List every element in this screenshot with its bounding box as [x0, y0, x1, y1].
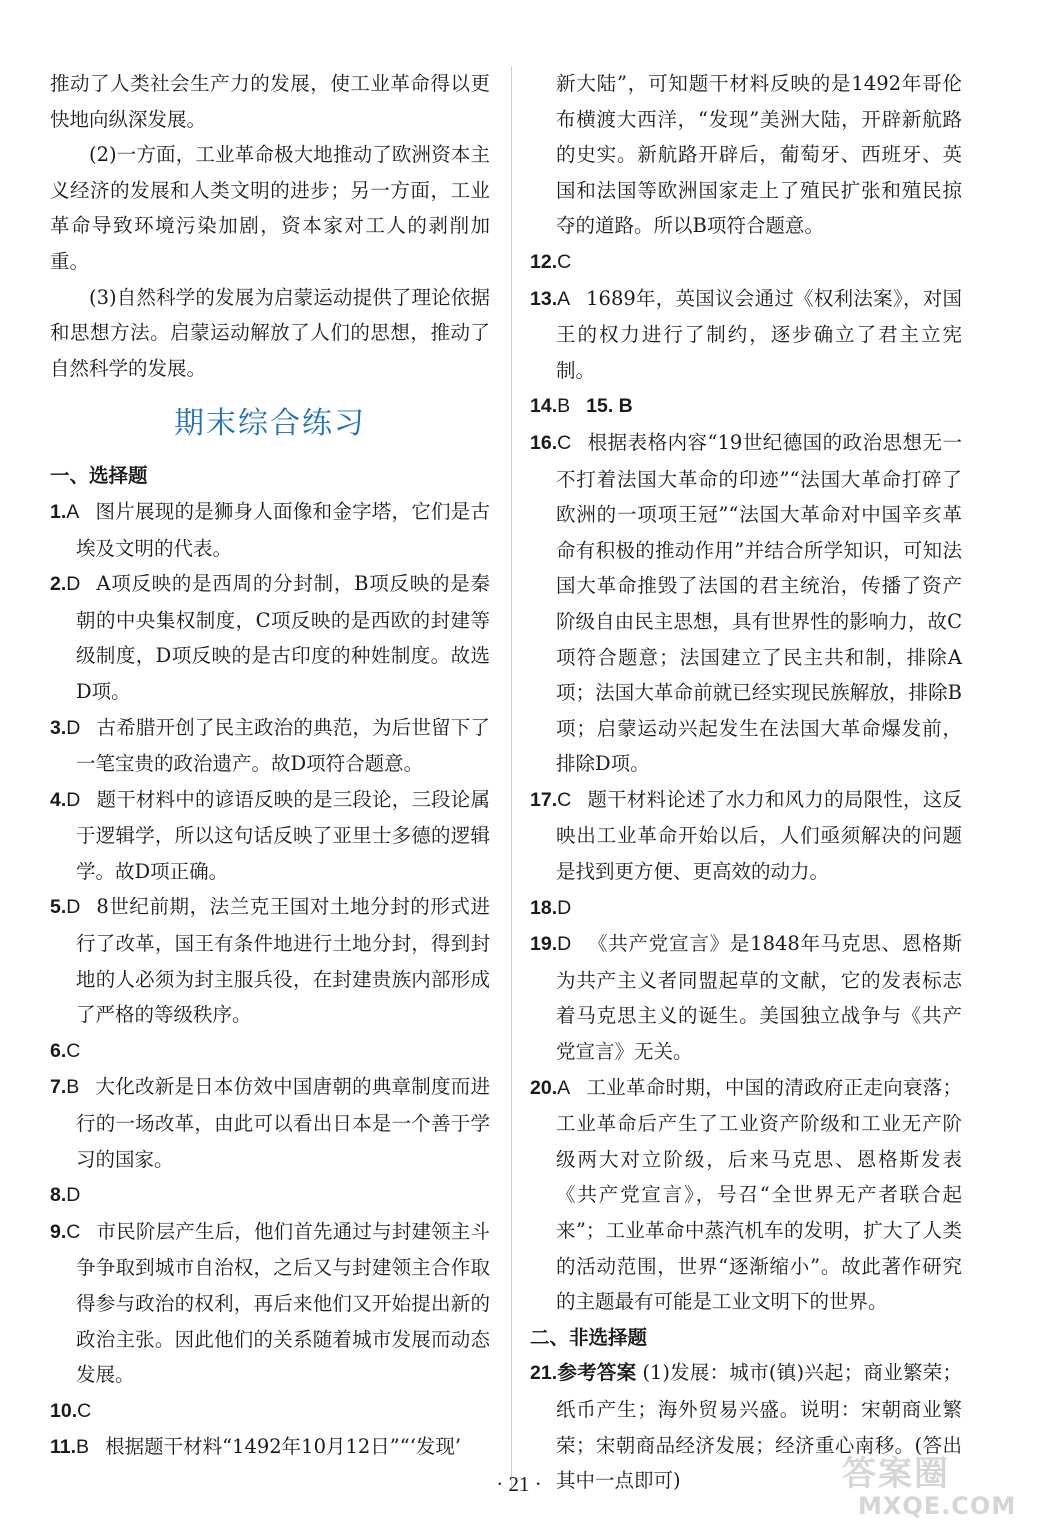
answer-item: 14.B 15. B [530, 395, 633, 418]
answer-item: 17.C 题干材料论述了水力和风力的局限性，这反映出工业革命开始以后，人们亟须解决的问题是找到更方便、更高效的动力。 [530, 787, 962, 884]
answer-item-21: 21.参考答案 (1)发展：城市(镇)兴起；商业繁荣；纸币产生；海外贸易兴盛。说明：宋朝商业繁荣；宋朝商品经济发展；经济重心南移。(答出其中一点即可) [530, 1361, 962, 1493]
continuation-text: 推动了人类社会生产力的发展，使工业革命得以更快地向纵深发展。 [50, 72, 490, 131]
answer-item: 5.D 8世纪前期，法兰克王国对土地分封的形式进行了改革，国王有条件地进行土地分封，得到封地的人必须为封主服兵役，在封建贵族内部形成了严格的等级秩序。 [50, 895, 490, 1027]
answer-item: 13.A 1689年，英国议会通过《权利法案》，对国王的权力进行了制约，逐步确立了君主立宪制。 [530, 286, 962, 382]
paragraph-3: (3)自然科学的发展为启蒙运动提供了理论依据和思想方法。启蒙运动解放了人们的思想，推动了自然科学的发展。 [50, 285, 490, 380]
paragraph-2: (2)一方面，工业革命极大地推动了欧洲资本主义经济的发展和人类文明的进步；另一方面，工业革命导致环境污染加剧，资本家对工人的剥削加重。 [50, 143, 490, 273]
section-title: 期末综合练习 [174, 406, 366, 442]
answer-item: 8.D [50, 1184, 81, 1207]
answer-item: 2.D A项反映的是西周的分封制，B项反映的是秦朝的中央集权制度，C项反映的是西欧的封建等级制度，D项反映的是古印度的种姓制度。故选D项。 [50, 572, 490, 703]
answer-item: 20.A 工业革命时期，中国的清政府正走向衰落；工业革命后产生了工业资产阶级和工业无产阶级两大对立阶级，后来马克思、恩格斯发表《共产党宣言》，号召“全世界无产者联合起来”；工业革命中蒸汽机车的发明，扩大了人类的活动范围，世界“逐渐缩小”。故此著作研究的主题最有可能是工业文明下的世界。 [530, 1075, 962, 1314]
column-divider [511, 66, 512, 1486]
part-heading-nonchoice: 二、非选择题 [530, 1325, 648, 1349]
part-heading-choice: 一、选择题 [50, 464, 148, 488]
answer-item: 7.B 大化改新是日本仿效中国唐朝的典章制度而进行的一场改革，由此可以看出日本是一个善于学习的国家。 [50, 1075, 490, 1171]
left-column [50, 66, 490, 1466]
answer-item: 12.C [530, 250, 572, 273]
answer-item: 4.D 题干材料中的谚语反映的是三段论，三段论属于逻辑学，所以这句话反映了亚里士多德的逻辑学。故D项正确。 [50, 787, 490, 883]
answer-list-right [530, 244, 962, 1320]
answer-item: 18.D [530, 896, 572, 919]
answer-item: 3.D 古希腊开创了民主政治的典范，为后世留下了一笔宝贵的政治遗产。故D项符合题意。 [50, 715, 490, 776]
answer-item: 6.C [50, 1039, 81, 1062]
continuation-text: 新大陆”，可知题干材料反映的是1492年哥伦布横渡大西洋，“发现”美洲大陆，开辟新航路的史实。新航路开辟后，葡萄牙、西班牙、英国和法国等欧洲国家走上了殖民扩张和殖民掠夺的道路。所以B项符合题意。 [556, 72, 962, 238]
answer-item: 1.A 图片展现的是狮身人面像和金字塔，它们是古埃及文明的代表。 [50, 499, 490, 560]
answer-list-left [50, 494, 490, 1466]
answer-item: 19.D 《共产党宣言》是1848年马克思、恩格斯为共产主义者同盟起草的文献，它的发表标志着马克思主义的诞生。美国独立战争与《共产党宣言》无关。 [530, 932, 962, 1064]
page-number: · 21 · [496, 1472, 542, 1496]
watermark-logo: 答案圈 MXQE.COM [842, 1454, 1017, 1520]
answer-item: 16.C 根据表格内容“19世纪德国的政治思想无一不打着法国大革命的印迹”“法国大革命打碎了欧洲的一项项王冠”“法国大革命对中国辛亥革命有积极的推动作用”并结合所学知识，可知法国大革命推毁了法国的君主统治，传播了资产阶级自由民主思想，具有世界性的影响力，故C项符合题意；法国建立了民主共和制，排除A项；法国大革命前就已经实现民族解放，排除B项；启蒙运动兴起发生在法国大革命爆发前，排除D项。 [530, 430, 962, 776]
answer-item: 11.B 根据题干材料“1492年10月12日”“‘发现’ [50, 1435, 462, 1459]
answer-item: 10.C [50, 1399, 92, 1422]
right-column [530, 66, 962, 1499]
answer-item: 9.C 市民阶层产生后，他们首先通过与封建领主斗争争取到城市自治权，之后又与封建领主合作取得参与政治的权利，再后来他们又开始提出新的政治主张。因此他们的关系随着城市发展而动态发展。 [50, 1219, 490, 1387]
